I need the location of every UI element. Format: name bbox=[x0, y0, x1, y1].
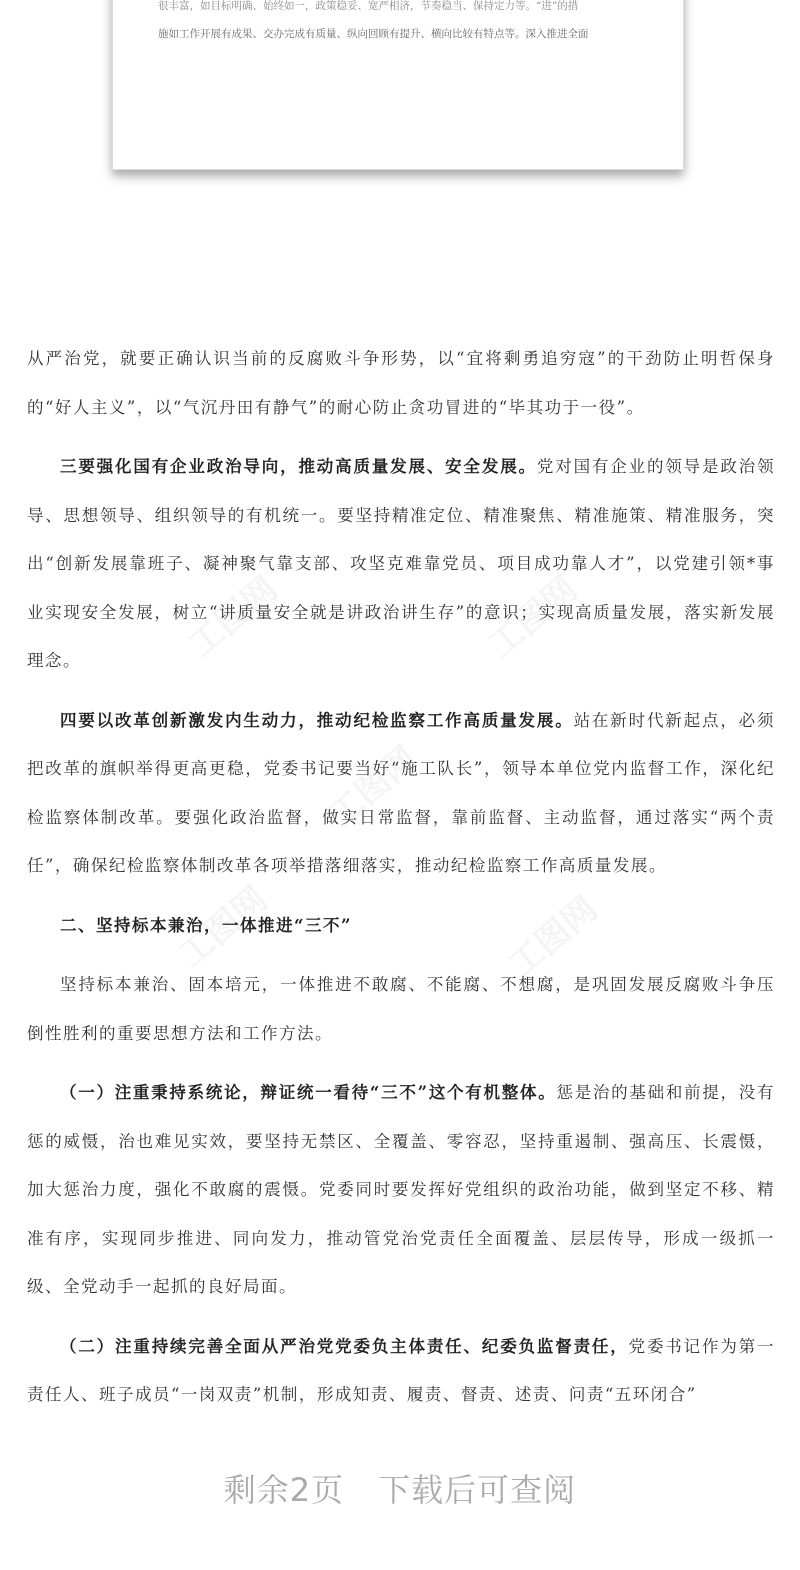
paragraph-item-two-body: 党委书记作为第一责任人、班子成员“一岗双责”机制，形成知责、履责、督责、述责、问责“五环闭合” bbox=[27, 1336, 776, 1404]
remaining-pages-text: 剩余2页 bbox=[223, 1471, 345, 1509]
paragraph-four-lead: 四要以改革创新激发内生动力，推动纪检监察工作高质量发展。 bbox=[60, 710, 574, 730]
download-prompt[interactable] bbox=[0, 1460, 800, 1520]
paragraph-item-two bbox=[27, 1323, 775, 1420]
document-preview-card bbox=[112, 0, 684, 170]
paragraph-continuation: 从严治党，就要正确认识当前的反腐败斗争形势，以“宜将剩勇追穷寇”的干劲防止明哲保身的“好人主义”，以“气沉丹田有静气”的耐心防止贪功冒进的“毕其功于一役”。 bbox=[27, 349, 775, 417]
document-body bbox=[27, 335, 775, 1420]
preview-line-2: 施如工作开展有成果、交办完成有质量、纵向回顾有提升、横向比较有特点等。深入推进全面 bbox=[158, 28, 589, 40]
paragraph-item-one-lead: （一）注重秉持系统论，辩证统一看待“三不”这个有机整体。 bbox=[60, 1083, 557, 1102]
preview-line-1: 很丰富，如目标明确、始终如一，政策稳妥、宽严相济，节奏稳当、保持定力等。“进”的措 bbox=[158, 0, 579, 12]
paragraph-four-body: 站在新时代新起点，必须把改革的旗帜举得更高更稳，党委书记要当好“施工队长”，领导本单位党内监督工作，深化纪检监察体制改革。要强化政治监督，做实日常监督，靠前监督、主动监督，通过落实“两个责任”，确保纪检监察体制改革各项举措落细落实，推动纪检监察工作高质量发展。 bbox=[27, 710, 776, 875]
paragraph-item-one bbox=[27, 1069, 775, 1312]
paragraph-three-body: 党对国有企业的领导是政治领导、思想领导、组织领导的有机统一。要坚持精准定位、精准聚焦、精准施策、精准服务，突出“创新发展靠班子、凝神聚气靠支部、攻坚克难靠党员、项目成功靠人才”，以党建引领*事业实现安全发展，树立“讲质量安全就是讲政治讲生存”的意识；实现高质量发展，落实新发展理念。 bbox=[27, 457, 776, 670]
download-to-view-text: 下载后可查阅 bbox=[378, 1471, 577, 1509]
paragraph-item-two-lead: （二）注重持续完善全面从严治党党委负主体责任、纪委负监督责任， bbox=[60, 1336, 629, 1356]
section-heading-two: 二、坚持标本兼治，一体推进“三不” bbox=[60, 915, 352, 935]
paragraph-item-one-body: 惩是治的基础和前提，没有惩的威慑，治也难见实效，要坚持无禁区、全覆盖、零容忍，坚持重遏制、强高压、长震慑，加大惩治力度，强化不敢腐的震慑。党委同时要发挥好党组织的政治功能，做到坚定不移、精准有序，实现同步推进、同向发力，推动管党治党责任全面覆盖、层层传导，形成一级抓一级、全党动手一起抓的良好局面。 bbox=[27, 1083, 776, 1296]
paragraph-section-intro: 坚持标本兼治、固本培元，一体推进不敢腐、不能腐、不想腐，是巩固发展反腐败斗争压倒性胜利的重要思想方法和工作方法。 bbox=[27, 975, 775, 1043]
paragraph-three-lead: 三要强化国有企业政治导向，推动高质量发展、安全发展。 bbox=[60, 457, 537, 476]
paragraph-four bbox=[27, 697, 775, 891]
paragraph-three bbox=[27, 443, 775, 686]
